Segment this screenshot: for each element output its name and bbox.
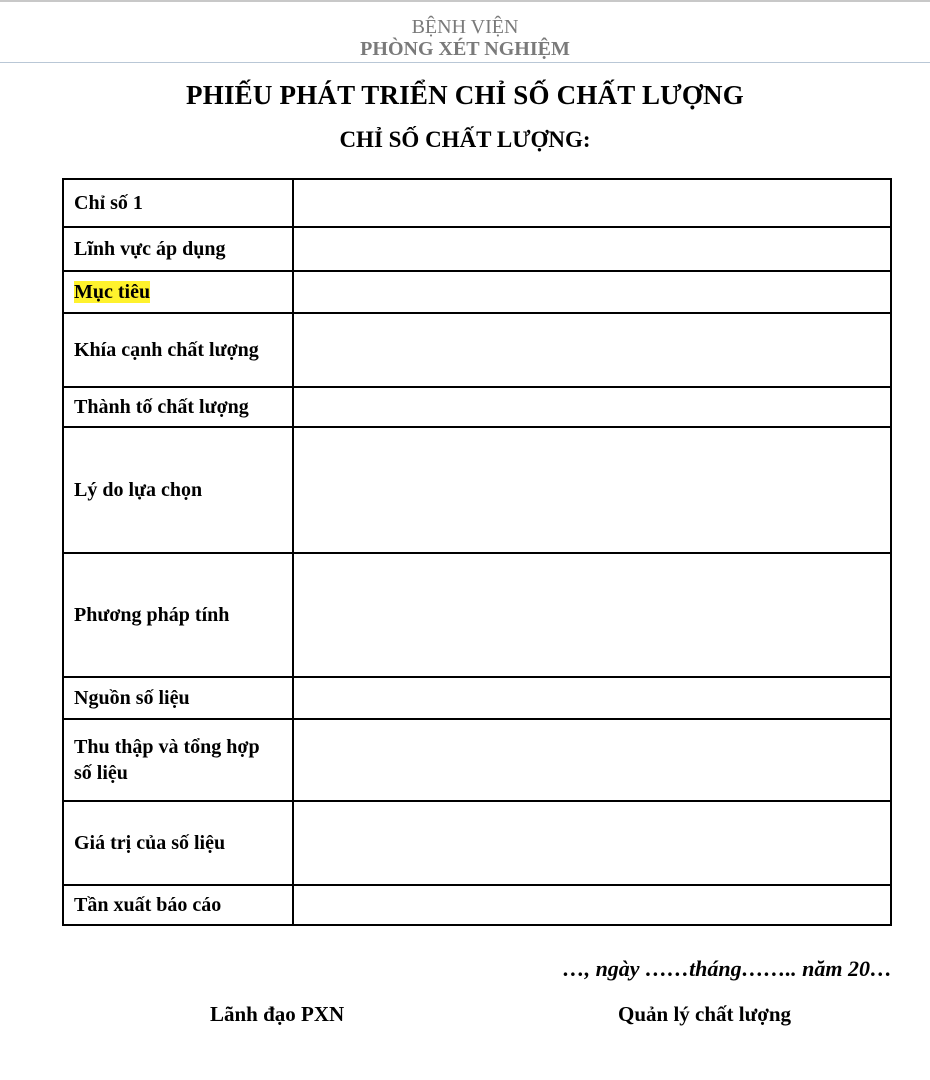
signer-right-title: Quản lý chất lượng (618, 1002, 792, 1026)
row-value-data-collection[interactable] (293, 719, 891, 801)
table-row (63, 427, 891, 553)
hospital-name: BỆNH VIỆN (411, 16, 519, 38)
row-label-data-collection: Thu thập và tổng hợp số liệu (63, 719, 293, 801)
table-row (63, 553, 891, 677)
document-header (0, 16, 930, 60)
top-rule (0, 0, 930, 2)
row-value-selection-reason[interactable] (293, 427, 891, 553)
row-value-scope[interactable] (293, 227, 891, 271)
table-row (63, 719, 891, 801)
row-label-data-source: Nguồn số liệu (63, 677, 293, 719)
signer-left-title: Lãnh đạo PXN (210, 1002, 345, 1026)
table-row (63, 801, 891, 885)
table-row (63, 387, 891, 427)
row-label-quality-element: Thành tố chất lượng (63, 387, 293, 427)
row-value-report-frequency[interactable] (293, 885, 891, 925)
row-value-indicator[interactable] (293, 179, 891, 227)
row-value-quality-aspect[interactable] (293, 313, 891, 387)
table-row (63, 179, 891, 227)
table-row (63, 313, 891, 387)
date-line: …, ngày ……tháng…….. năm 20… (562, 956, 892, 981)
page-title: PHIẾU PHÁT TRIỂN CHỈ SỐ CHẤT LƯỢNG (186, 80, 744, 110)
row-label-selection-reason: Lý do lựa chọn (63, 427, 293, 553)
highlighted-text: Mục tiêu (74, 281, 151, 303)
row-value-quality-element[interactable] (293, 387, 891, 427)
header-divider (0, 62, 930, 63)
row-value-data-source[interactable] (293, 677, 891, 719)
table-row (63, 677, 891, 719)
row-label-scope: Lĩnh vực áp dụng (63, 227, 293, 271)
row-label-calculation-method: Phương pháp tính (63, 553, 293, 677)
row-value-calculation-method[interactable] (293, 553, 891, 677)
table-row (63, 271, 891, 313)
row-label-objective (63, 271, 293, 313)
row-value-objective[interactable] (293, 271, 891, 313)
row-label-data-value: Giá trị của số liệu (63, 801, 293, 885)
row-value-data-value[interactable] (293, 801, 891, 885)
table-row (63, 885, 891, 925)
page-subtitle: CHỈ SỐ CHẤT LƯỢNG: (339, 127, 591, 152)
row-label-quality-aspect: Khía cạnh chất lượng (63, 313, 293, 387)
row-label-indicator: Chỉ số 1 (63, 179, 293, 227)
table-row (63, 227, 891, 271)
department-name: PHÒNG XÉT NGHIỆM (360, 38, 570, 60)
row-label-report-frequency: Tần xuất báo cáo (63, 885, 293, 925)
indicator-form-table (62, 178, 892, 926)
